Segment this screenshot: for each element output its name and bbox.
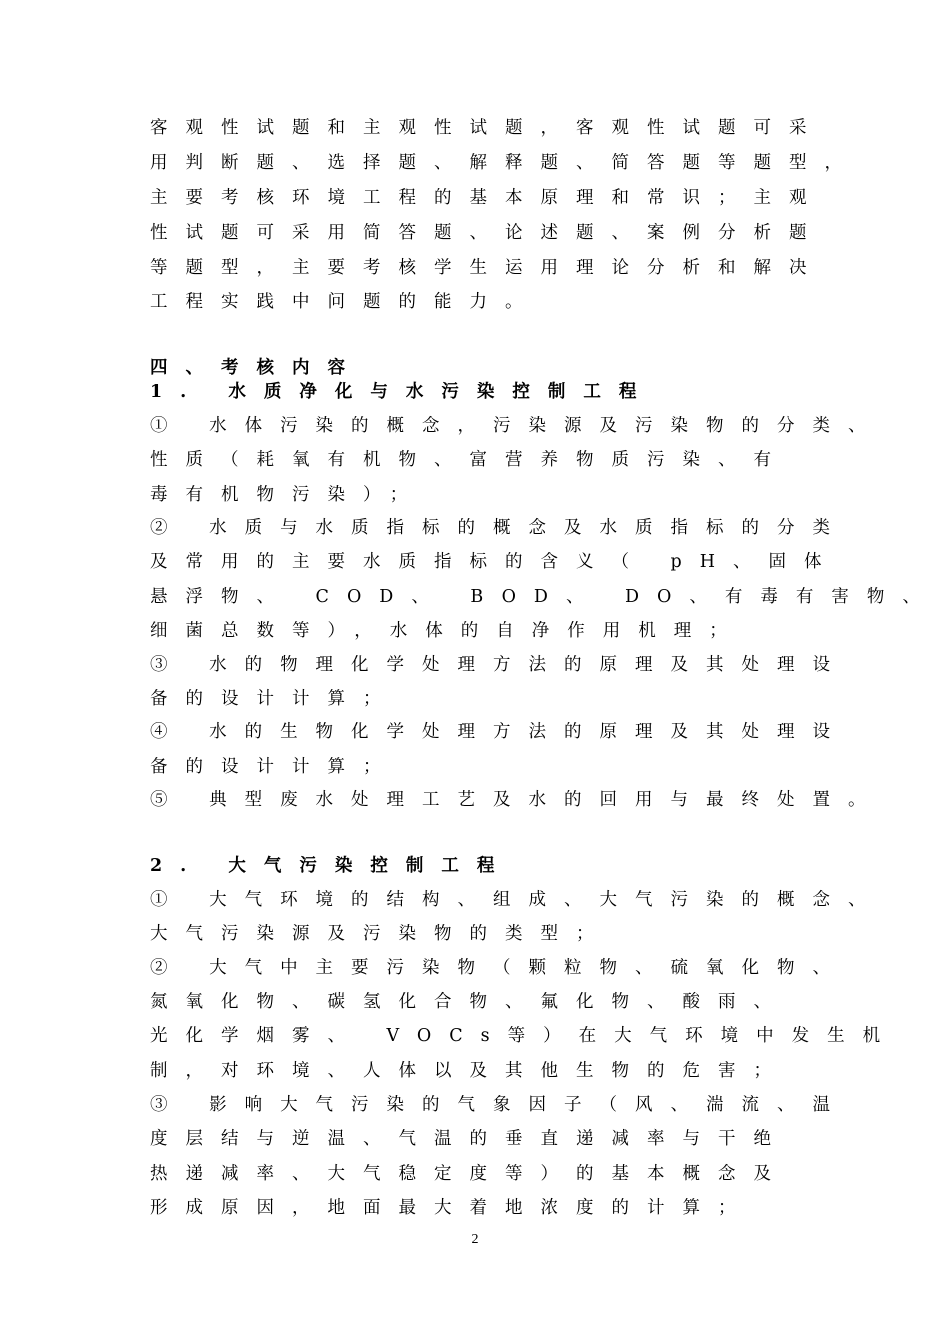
list-item: ③ 水的物理化学处理方法的原理及其处理设	[150, 655, 849, 675]
text-line: 热递减率、大气稳定度等）的基本概念及	[150, 1164, 789, 1184]
list-item: ⑤ 典型废水处理工艺及水的回用与最终处置。	[150, 790, 884, 810]
text-line: 毒有机物污染）；	[150, 485, 426, 505]
text-line: 主要考核环境工程的基本原理和常识；主观	[150, 188, 825, 208]
subsection-heading: 2. 大气污染控制工程	[150, 856, 513, 876]
list-item: ④ 水的生物化学处理方法的原理及其处理设	[150, 722, 849, 742]
text-line: 光化学烟雾、 VOCs等）在大气环境中发生机	[150, 1026, 899, 1046]
list-item: ② 水质与水质指标的概念及水质指标的分类	[150, 518, 849, 538]
text-line: 备的设计计算；	[150, 689, 399, 709]
text-line: 形成原因，地面最大着地浓度的计算；	[150, 1198, 754, 1218]
text-line: 大气污染源及污染物的类型；	[150, 924, 612, 944]
list-item: ① 水体污染的概念，污染源及污染物的分类、	[150, 416, 884, 436]
text-line: 及常用的主要水质指标的含义（ pH、固体	[150, 552, 840, 572]
text-line: 度层结与逆温、气温的垂直递减率与干绝	[150, 1129, 789, 1149]
page-number: 2	[471, 1232, 479, 1247]
text-line: 细菌总数等），水体的自净作用机理；	[150, 621, 745, 641]
text-line: 工程实践中问题的能力。	[150, 292, 541, 312]
text-line: 制，对环境、人体以及其他生物的危害；	[150, 1061, 789, 1081]
text-line: 氮氧化物、碳氢化合物、氟化物、酸雨、	[150, 992, 789, 1012]
text-line: 备的设计计算；	[150, 757, 399, 777]
section-heading: 四、考核内容	[150, 358, 363, 378]
text-line: 用判断题、选择题、解释题、简答题等题型，	[150, 153, 860, 173]
subsection-heading: 1. 水质净化与水污染控制工程	[150, 382, 655, 402]
text-line: 悬浮物、 COD、 BOD、 DO、有毒有害物、	[150, 587, 938, 607]
text-line: 性质（耗氧有机物、富营养物质污染、有	[150, 450, 789, 470]
text-line: 性试题可采用简答题、论述题、案例分析题	[150, 223, 825, 243]
list-item: ③ 影响大气污染的气象因子（风、湍流、温	[150, 1095, 849, 1115]
text-line: 客观性试题和主观性试题，客观性试题可采	[150, 118, 825, 138]
list-item: ② 大气中主要污染物（颗粒物、硫氧化物、	[150, 958, 849, 978]
text-line: 等题型，主要考核学生运用理论分析和解决	[150, 258, 825, 278]
list-item: ① 大气环境的结构、组成、大气污染的概念、	[150, 890, 884, 910]
